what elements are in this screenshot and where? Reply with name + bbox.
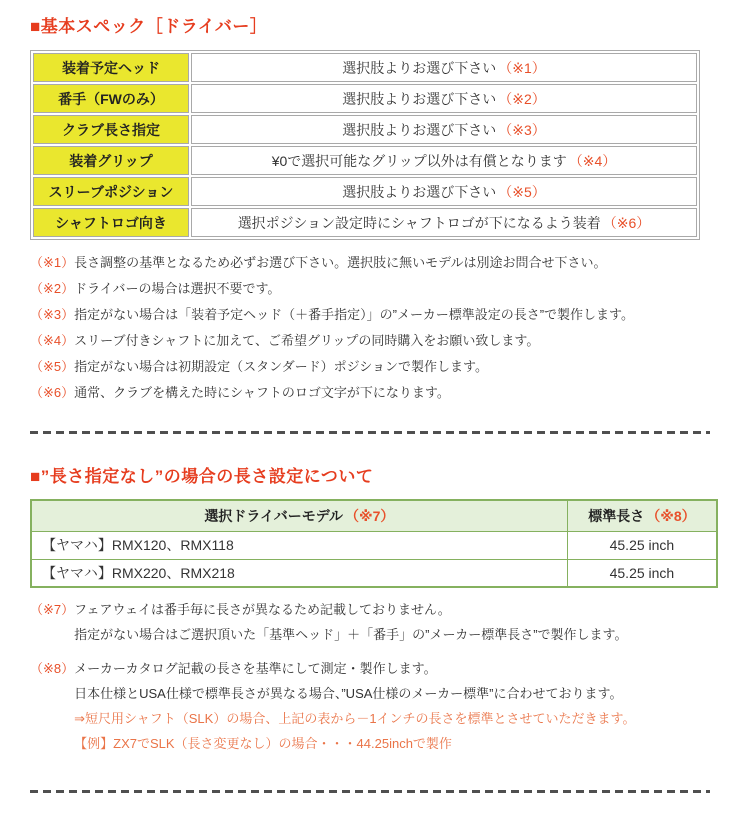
section-length-setting <box>30 462 730 760</box>
table-row <box>33 84 697 113</box>
spec-value-text: ¥0で選択可能なグリップ以外は有償となります <box>271 152 567 169</box>
spec-value-text: 選択肢よりお選び下さい <box>342 121 497 138</box>
spec-value-ref: （※2） <box>498 90 546 107</box>
note <box>30 358 730 375</box>
table-row <box>31 559 717 587</box>
spec-value <box>191 208 697 237</box>
spec-label: 装着予定ヘッド <box>33 53 189 82</box>
spec-value-text: 選択肢よりお選び下さい <box>342 59 497 76</box>
note-marker: （※5） <box>30 359 75 374</box>
note <box>30 254 730 271</box>
length-cell: 45.25 inch <box>567 559 717 587</box>
note-text-highlight: ⇒短尺用シャフト（SLK）の場合、上記の表から－1インチの長さを標準とさせていただきます。 <box>74 711 636 726</box>
section-basic-spec-title: ■基本スペック［ドライバー］ <box>30 17 268 36</box>
note-text: スリーブ付きシャフトに加えて、ご希望グリップの同時購入をお願い致します。 <box>74 333 540 348</box>
spec-value <box>191 146 697 175</box>
note-text: 長さ調整の基準となるため必ずお選び下さい。選択肢に無いモデルは別途お問合せ下さい。 <box>74 255 607 270</box>
spec-value-ref: （※4） <box>568 152 617 169</box>
notes-length-setting <box>30 601 730 760</box>
spec-value-text: 選択肢よりお選び下さい <box>342 90 497 107</box>
column-header-model <box>31 500 567 531</box>
basic-spec-table <box>30 50 700 240</box>
length-table <box>30 499 718 588</box>
note-text: 指定がない場合は初期設定（スタンダード）ポジションで製作します。 <box>74 359 488 374</box>
note-text: 指定がない場合は「装着予定ヘッド（＋番手指定）」の”メーカー標準設定の長さ”で製作します。 <box>74 307 634 322</box>
note-text: ドライバーの場合は選択不要です。 <box>74 281 281 296</box>
note-marker: （※3） <box>30 307 75 322</box>
column-header-length-ref: （※8） <box>646 507 696 524</box>
model-cell: 【ヤマハ】RMX220、RMX218 <box>31 559 567 587</box>
note-text: メーカーカタログ記載の長さを基準にして測定・製作します。 <box>74 661 437 676</box>
table-row <box>33 115 697 144</box>
table-header-row <box>31 500 717 531</box>
note-marker: （※4） <box>30 333 75 348</box>
notes-basic-spec <box>30 254 730 401</box>
spec-value-text: 選択ポジション設定時にシャフトロゴが下になるよう装着 <box>237 214 601 231</box>
separator-dashed <box>30 431 710 434</box>
separator-dashed <box>30 790 710 793</box>
note <box>30 332 730 349</box>
note-text: 通常、クラブを構えた時にシャフトのロゴ文字が下になります。 <box>74 385 450 400</box>
column-header-length-label: 標準長さ <box>588 507 645 524</box>
note <box>30 384 730 401</box>
spec-value <box>191 115 697 144</box>
spec-value <box>191 53 697 82</box>
section-basic-spec <box>30 12 730 401</box>
column-header-model-label: 選択ドライバーモデル <box>204 507 344 524</box>
note <box>30 660 730 760</box>
section-length-setting-title: ■”長さ指定なし”の場合の長さ設定について <box>30 467 374 486</box>
note-lines <box>74 601 627 651</box>
table-row <box>33 177 697 206</box>
table-row <box>33 146 697 175</box>
table-row <box>31 531 717 559</box>
note-text-highlight: 【例】ZX7でSLK（長さ変更なし）の場合・・・44.25inchで製作 <box>74 736 452 751</box>
note-marker: （※8） <box>30 661 75 676</box>
spec-value <box>191 177 697 206</box>
spec-label: シャフトロゴ向き <box>33 208 189 237</box>
spec-value <box>191 84 697 113</box>
spec-value-text: 選択肢よりお選び下さい <box>342 183 497 200</box>
note-text: フェアウェイは番手毎に長さが異なるため記載しておりません。 <box>74 602 451 617</box>
note-lines <box>74 660 635 760</box>
note <box>30 601 730 651</box>
spec-label: スリーブポジション <box>33 177 189 206</box>
note-text: 日本仕様とUSA仕様で標準長さが異なる場合、”USA仕様のメーカー標準”に合わせております。 <box>74 686 623 701</box>
note-marker: （※2） <box>30 281 75 296</box>
spec-value-ref: （※3） <box>498 121 546 138</box>
spec-value-ref: （※6） <box>602 214 651 231</box>
model-cell: 【ヤマハ】RMX120、RMX118 <box>31 531 567 559</box>
spec-label: クラブ長さ指定 <box>33 115 189 144</box>
note-text: 指定がない場合はご選択頂いた「基準ヘッド」＋「番手」の”メーカー標準長さ”で製作します。 <box>74 627 628 642</box>
column-header-model-ref: （※7） <box>345 507 395 524</box>
spec-label: 装着グリップ <box>33 146 189 175</box>
length-cell: 45.25 inch <box>567 531 717 559</box>
column-header-length <box>567 500 717 531</box>
note-marker: （※6） <box>30 385 75 400</box>
spec-value-ref: （※5） <box>498 183 546 200</box>
spec-label: 番手（FWのみ） <box>33 84 189 113</box>
note <box>30 306 730 323</box>
note <box>30 280 730 297</box>
table-row <box>33 208 697 237</box>
note-marker: （※1） <box>30 255 75 270</box>
table-row <box>33 53 697 82</box>
spec-value-ref: （※1） <box>498 59 546 76</box>
note-marker: （※7） <box>30 602 75 617</box>
